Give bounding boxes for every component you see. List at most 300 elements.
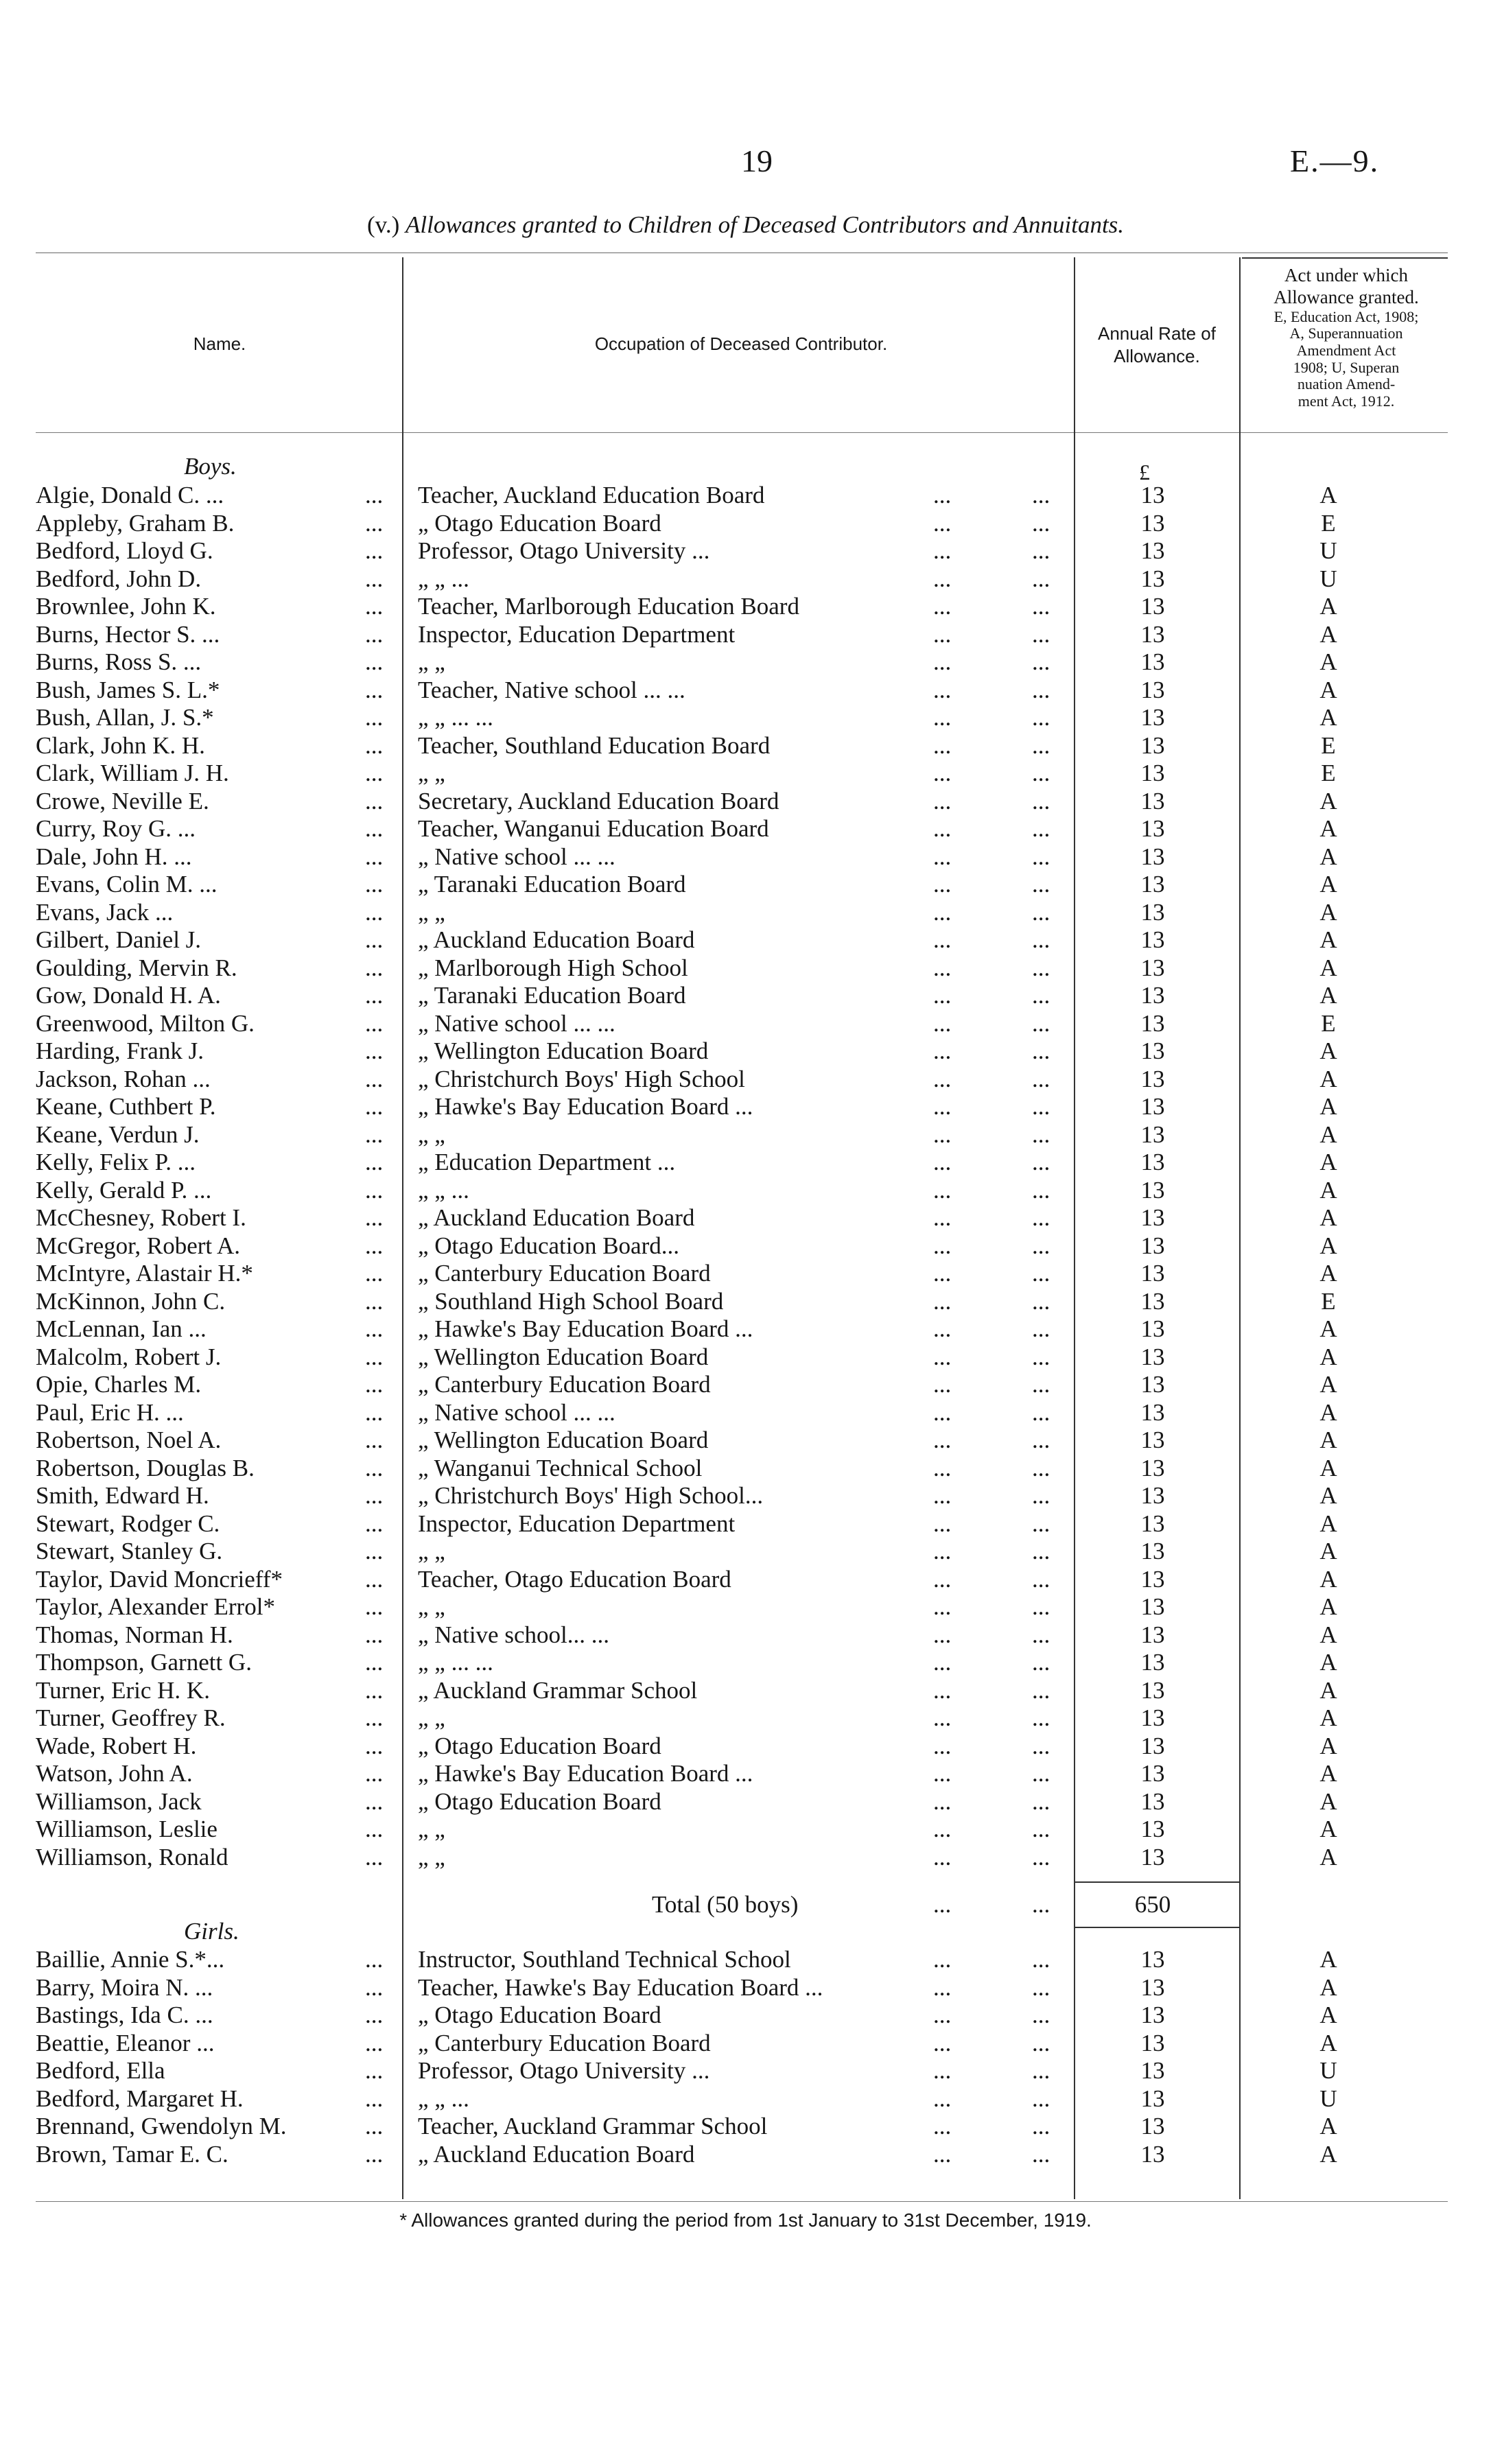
name-cell: Taylor, David Moncrieff* (36, 1565, 283, 1593)
occupation-cell: „ Wellington Education Board (418, 1343, 709, 1370)
name-cell: Bastings, Ida C. ... (36, 2002, 213, 2028)
name-cell: Williamson, Ronald (36, 1843, 228, 1870)
leader-dots: ... (1032, 1704, 1050, 1731)
leader-dots: ... (1032, 731, 1050, 759)
act-cell: A (1319, 815, 1337, 842)
table-row (0, 982, 1491, 1009)
leader-dots: ... (933, 1510, 952, 1537)
rate-cell: 13 (1140, 1816, 1165, 1842)
leader-dots: ... (1032, 1973, 1050, 2001)
act-cell: A (1319, 871, 1337, 897)
act-cell: A (1319, 2029, 1337, 2056)
occupation-cell: „ „ (418, 1816, 445, 1842)
occupation-cell: „ Canterbury Education Board (418, 1260, 711, 1287)
leader-dots: ... (1032, 2029, 1050, 2056)
leader-dots: ... (365, 926, 384, 953)
table-row (0, 2030, 1491, 2057)
occupation-cell: „ Otago Education Board (418, 1787, 661, 1815)
occupation-cell: „ „ (418, 898, 445, 926)
name-cell: Brownlee, John K. (36, 593, 216, 620)
section-label-girls: Girls. (184, 1918, 239, 1945)
leader-dots: ... (365, 2085, 384, 2112)
act-cell: A (1319, 1787, 1337, 1815)
header-bottom-rule (36, 432, 1448, 433)
act-header-top-rule (1242, 257, 1448, 259)
currency-symbol: £ (1139, 460, 1150, 484)
leader-dots: ... (933, 1538, 952, 1564)
table-row (0, 2002, 1491, 2029)
rate-cell: 13 (1140, 676, 1165, 703)
occupation-cell: „ „ (418, 1843, 445, 1870)
occupation-cell: „ „ (418, 1593, 445, 1620)
occupation-cell: Instructor, Southland Technical School (418, 1946, 791, 1973)
leader-dots: ... (1032, 787, 1050, 814)
leader-dots: ... (1032, 1287, 1050, 1315)
leader-dots: ... (365, 620, 384, 648)
leader-dots: ... (933, 1565, 952, 1593)
table-row (0, 2085, 1491, 2113)
total-top-rule (1074, 1881, 1240, 1883)
leader-dots: ... (1032, 1565, 1050, 1593)
table-row (0, 1593, 1491, 1621)
table-row (0, 732, 1491, 760)
name-cell: Bush, James S. L.* (36, 676, 220, 703)
leader-dots: ... (365, 1232, 384, 1259)
leader-dots: ... (1032, 871, 1050, 897)
leader-dots: ... (365, 1676, 384, 1704)
rate-cell: 13 (1140, 1232, 1165, 1259)
leader-dots: ... (933, 1176, 952, 1204)
table-row (0, 1482, 1491, 1510)
leader-dots: ... (933, 843, 952, 870)
total-label: Total (50 boys) (652, 1891, 799, 1918)
name-cell: Williamson, Leslie (36, 1816, 218, 1842)
table-row (0, 1816, 1491, 1843)
table-row (0, 1177, 1491, 1204)
rate-cell: 13 (1140, 704, 1165, 731)
name-cell: Bedford, John D. (36, 565, 202, 592)
occupation-cell: „ „ ... ... (418, 1649, 493, 1676)
name-cell: Watson, John A. (36, 1760, 193, 1787)
table-row (0, 621, 1491, 648)
rate-cell: 13 (1140, 843, 1165, 870)
leader-dots: ... (365, 954, 384, 981)
table-row (0, 954, 1491, 982)
leader-dots: ... (1032, 1732, 1050, 1759)
name-cell: Wade, Robert H. (36, 1732, 197, 1759)
leader-dots: ... (933, 1454, 952, 1481)
rate-cell: 13 (1140, 1649, 1165, 1676)
act-cell: A (1319, 1565, 1337, 1593)
name-cell: Brown, Tamar E. C. (36, 2140, 228, 2168)
table-row (0, 1232, 1491, 1260)
leader-dots: ... (1032, 760, 1050, 786)
table-row (0, 2113, 1491, 2140)
leader-dots: ... (933, 1676, 952, 1704)
table-row (0, 510, 1491, 537)
leader-dots: ... (1032, 1260, 1050, 1287)
name-cell: McGregor, Robert A. (36, 1232, 240, 1259)
name-cell: Crowe, Neville E. (36, 787, 209, 814)
leader-dots: ... (1032, 1649, 1050, 1676)
leader-dots: ... (1032, 2057, 1050, 2084)
occupation-cell: „ Wellington Education Board (418, 1037, 709, 1064)
rate-cell: 13 (1140, 1037, 1165, 1064)
rate-cell: 13 (1140, 954, 1165, 981)
act-cell: A (1319, 676, 1337, 703)
table-row (0, 648, 1491, 676)
name-cell: Robertson, Noel A. (36, 1427, 222, 1453)
leader-dots: ... (1032, 1343, 1050, 1370)
occupation-cell: „ „ ... (418, 1176, 469, 1204)
leader-dots: ... (1032, 815, 1050, 842)
leader-dots: ... (1032, 1176, 1050, 1204)
leader-dots: ... (1032, 1621, 1050, 1648)
act-cell: U (1319, 2085, 1337, 2112)
name-cell: Clark, John K. H. (36, 731, 205, 759)
rate-cell: 13 (1140, 760, 1165, 786)
rate-cell: 13 (1140, 1973, 1165, 2001)
table-row (0, 704, 1491, 731)
name-cell: Kelly, Gerald P. ... (36, 1176, 212, 1204)
table-row (0, 1121, 1491, 1149)
total-value: 650 (1134, 1891, 1171, 1918)
name-cell: McLennan, Ian ... (36, 1315, 207, 1342)
occupation-cell: „ Taranaki Education Board (418, 871, 686, 897)
occupation-cell: „ Native school... ... (418, 1621, 609, 1648)
total-bottom-rule (1074, 1927, 1240, 1928)
leader-dots: ... (1032, 537, 1050, 564)
name-cell: Clark, William J. H. (36, 760, 229, 786)
leader-dots: ... (365, 731, 384, 759)
leader-dots: ... (365, 1315, 384, 1342)
leader-dots: ... (1032, 843, 1050, 870)
rate-cell: 13 (1140, 898, 1165, 926)
leader-dots: ... (1032, 926, 1050, 953)
leader-dots: ... (365, 815, 384, 842)
rate-cell: 13 (1140, 1704, 1165, 1731)
leader-dots: ... (365, 482, 384, 508)
leader-dots: ... (1032, 1315, 1050, 1342)
leader-dots: ... (933, 1732, 952, 1759)
rate-cell: 13 (1140, 1760, 1165, 1787)
rate-cell: 13 (1140, 565, 1165, 592)
leader-dots: ... (1032, 1593, 1050, 1620)
table-row (0, 871, 1491, 898)
leader-dots: ... (365, 1009, 384, 1037)
header-act-line2: Allowance granted. (1273, 287, 1419, 308)
name-cell: Stewart, Stanley G. (36, 1538, 223, 1564)
occupation-cell: Teacher, Otago Education Board (418, 1565, 731, 1593)
occupation-cell: Inspector, Education Department (418, 1510, 736, 1537)
leader-dots: ... (1032, 1427, 1050, 1453)
table-row (0, 1288, 1491, 1315)
leader-dots: ... (365, 1343, 384, 1370)
act-cell: A (1319, 1704, 1337, 1731)
leader-dots: ... (365, 1621, 384, 1648)
occupation-cell: „ Otago Education Board (418, 1732, 661, 1759)
leader-dots: ... (365, 1176, 384, 1204)
occupation-cell: „ Auckland Education Board (418, 926, 695, 953)
table-row (0, 1037, 1491, 1065)
header-act-key2: A, Superannuation (1289, 325, 1403, 342)
leader-dots: ... (365, 1149, 384, 1175)
leader-dots: ... (933, 815, 952, 842)
leader-dots: ... (1032, 565, 1050, 592)
name-cell: Bush, Allan, J. S.* (36, 704, 214, 731)
header-act-key6: ment Act, 1912. (1298, 392, 1395, 410)
rate-cell: 13 (1140, 2140, 1165, 2168)
name-cell: Baillie, Annie S.*... (36, 1946, 225, 1973)
table-row (0, 1315, 1491, 1343)
leader-dots: ... (1032, 1482, 1050, 1509)
leader-dots: ... (933, 982, 952, 1009)
table-row (0, 2057, 1491, 2085)
leader-dots: ... (1032, 1510, 1050, 1537)
rate-cell: 13 (1140, 1204, 1165, 1231)
leader-dots: ... (933, 2113, 952, 2139)
leader-dots: ... (365, 1946, 384, 1973)
table-bottom-rule (36, 2201, 1448, 2202)
occupation-cell: „ „ (418, 1538, 445, 1564)
leader-dots: ... (933, 565, 952, 592)
table-row (0, 1260, 1491, 1287)
header-name: Name. (193, 333, 246, 354)
occupation-cell: „ Christchurch Boys' High School... (418, 1482, 764, 1509)
rate-cell: 13 (1140, 482, 1165, 508)
table-row (0, 926, 1491, 954)
name-cell: Robertson, Douglas B. (36, 1454, 255, 1481)
occupation-cell: „ „ ... ... (418, 704, 493, 731)
name-cell: Stewart, Rodger C. (36, 1510, 220, 1537)
table-row (0, 1455, 1491, 1482)
name-cell: Evans, Colin M. ... (36, 871, 218, 897)
table-row (0, 677, 1491, 704)
table-row (0, 1093, 1491, 1120)
name-cell: Greenwood, Milton G. (36, 1009, 255, 1037)
leader-dots: ... (933, 1816, 952, 1842)
rate-cell: 13 (1140, 1593, 1165, 1620)
title-text: Allowances granted to Children of Deceased Contributors and Annuitants. (406, 211, 1125, 238)
occupation-cell: „ „ (418, 1120, 445, 1148)
leader-dots: ... (365, 843, 384, 870)
leader-dots: ... (365, 1120, 384, 1148)
rate-cell: 13 (1140, 1538, 1165, 1564)
header-rate (1076, 322, 1238, 367)
act-cell: A (1319, 1093, 1337, 1120)
leader-dots: ... (933, 760, 952, 786)
leader-dots: ... (365, 2057, 384, 2084)
leader-dots: ... (933, 1204, 952, 1231)
rate-cell: 13 (1140, 1009, 1165, 1037)
rate-cell: 13 (1140, 2029, 1165, 2056)
act-cell: E (1321, 760, 1336, 786)
leader-dots: ... (1032, 1760, 1050, 1787)
table-row (0, 1974, 1491, 2002)
table-row (0, 1510, 1491, 1538)
leader-dots: ... (933, 1760, 952, 1787)
rate-cell: 13 (1140, 731, 1165, 759)
leader-dots: ... (933, 1787, 952, 1815)
name-cell: Thompson, Garnett G. (36, 1649, 252, 1676)
rate-cell: 13 (1140, 593, 1165, 620)
occupation-cell: Professor, Otago University ... (418, 2057, 710, 2084)
table-row (0, 1946, 1491, 1973)
act-cell: A (1319, 982, 1337, 1009)
occupation-cell: „ Otago Education Board (418, 509, 661, 537)
rate-cell: 13 (1140, 648, 1165, 675)
leader-dots: ... (365, 2029, 384, 2056)
table-row (0, 482, 1491, 509)
occupation-cell: „ Otago Education Board... (418, 1232, 680, 1259)
leader-dots: ... (933, 537, 952, 564)
leader-dots: ... (365, 537, 384, 564)
leader-dots: ... (1032, 704, 1050, 731)
act-cell: A (1319, 1120, 1337, 1148)
header-act-key1: E, Education Act, 1908; (1273, 307, 1419, 325)
occupation-cell: Teacher, Southland Education Board (418, 731, 771, 759)
leader-dots: ... (1032, 509, 1050, 537)
footnote: * Allowances granted during the period from 1st January to 31st December, 1919. (399, 2209, 1092, 2231)
occupation-cell: Professor, Otago University ... (418, 537, 710, 564)
name-cell: Curry, Roy G. ... (36, 815, 196, 842)
table-row (0, 1649, 1491, 1676)
leader-dots: ... (1032, 2002, 1050, 2028)
act-cell: A (1319, 1676, 1337, 1704)
leader-dots: ... (1032, 2085, 1050, 2112)
act-cell: A (1319, 1343, 1337, 1370)
leader-dots: ... (365, 1704, 384, 1731)
name-cell: Burns, Hector S. ... (36, 620, 220, 648)
act-cell: E (1321, 1287, 1336, 1315)
rate-cell: 13 (1140, 2113, 1165, 2139)
name-cell: Burns, Ross S. ... (36, 648, 202, 675)
leader-dots: ... (1032, 2113, 1050, 2139)
act-cell: U (1319, 565, 1337, 592)
rate-cell: 13 (1140, 926, 1165, 953)
rate-cell: 13 (1140, 1287, 1165, 1315)
table-row (0, 1621, 1491, 1649)
leader-dots: ... (365, 648, 384, 675)
header-rate-line1: Annual Rate of (1097, 323, 1216, 344)
leader-dots: ... (933, 2029, 952, 2056)
total-leader-dots: ... (1032, 1891, 1050, 1918)
act-cell: A (1319, 1510, 1337, 1537)
rate-cell: 13 (1140, 537, 1165, 564)
act-cell: E (1321, 731, 1336, 759)
occupation-cell: Teacher, Native school ... ... (418, 676, 685, 703)
name-cell: Turner, Geoffrey R. (36, 1704, 226, 1731)
leader-dots: ... (933, 1037, 952, 1064)
act-cell: A (1319, 593, 1337, 620)
leader-dots: ... (933, 1843, 952, 1870)
table-row (0, 1566, 1491, 1593)
leader-dots: ... (1032, 982, 1050, 1009)
name-cell: McChesney, Robert I. (36, 1204, 246, 1231)
leader-dots: ... (1032, 898, 1050, 926)
table-row (0, 1149, 1491, 1176)
leader-dots: ... (365, 1037, 384, 1064)
leader-dots: ... (365, 871, 384, 897)
leader-dots: ... (933, 482, 952, 508)
act-cell: A (1319, 1149, 1337, 1175)
leader-dots: ... (365, 1204, 384, 1231)
leader-dots: ... (365, 1482, 384, 1509)
name-cell: Kelly, Felix P. ... (36, 1149, 196, 1175)
occupation-cell: „ „ (418, 648, 445, 675)
name-cell: Keane, Cuthbert P. (36, 1093, 216, 1120)
rate-cell: 13 (1140, 1260, 1165, 1287)
leader-dots: ... (933, 731, 952, 759)
rate-cell: 13 (1140, 1732, 1165, 1759)
act-cell: A (1319, 1593, 1337, 1620)
rate-cell: 13 (1140, 620, 1165, 648)
rate-cell: 13 (1140, 1398, 1165, 1426)
table-row (0, 1399, 1491, 1427)
occupation-cell: „ Auckland Education Board (418, 1204, 695, 1231)
occupation-cell: Teacher, Wanganui Education Board (418, 815, 769, 842)
rate-cell: 13 (1140, 815, 1165, 842)
occupation-cell: „ „ ... (418, 2085, 469, 2112)
act-cell: A (1319, 2140, 1337, 2168)
rate-cell: 13 (1140, 1454, 1165, 1481)
leader-dots: ... (933, 1120, 952, 1148)
leader-dots: ... (365, 1732, 384, 1759)
leader-dots: ... (1032, 1816, 1050, 1842)
name-cell: Gow, Donald H. A. (36, 982, 221, 1009)
leader-dots: ... (1032, 1538, 1050, 1564)
act-cell: A (1319, 898, 1337, 926)
occupation-cell: „ Canterbury Education Board (418, 2029, 711, 2056)
total-leader-dots: ... (933, 1891, 952, 1918)
leader-dots: ... (365, 982, 384, 1009)
leader-dots: ... (933, 1427, 952, 1453)
leader-dots: ... (1032, 1843, 1050, 1870)
occupation-cell: „ Native school ... ... (418, 1398, 615, 1426)
leader-dots: ... (933, 1343, 952, 1370)
leader-dots: ... (1032, 482, 1050, 508)
act-cell: A (1319, 1649, 1337, 1676)
occupation-cell: Secretary, Auckland Education Board (418, 787, 779, 814)
leader-dots: ... (365, 898, 384, 926)
leader-dots: ... (1032, 1398, 1050, 1426)
occupation-cell: „ Canterbury Education Board (418, 1371, 711, 1398)
leader-dots: ... (1032, 2140, 1050, 2168)
name-cell: Malcolm, Robert J. (36, 1343, 222, 1370)
leader-dots: ... (365, 2002, 384, 2028)
leader-dots: ... (365, 1649, 384, 1676)
occupation-cell: „ Wellington Education Board (418, 1427, 709, 1453)
leader-dots: ... (365, 704, 384, 731)
rate-cell: 13 (1140, 1427, 1165, 1453)
name-cell: Appleby, Graham B. (36, 509, 235, 537)
leader-dots: ... (1032, 1093, 1050, 1120)
act-cell: A (1319, 1232, 1337, 1259)
leader-dots: ... (365, 787, 384, 814)
leader-dots: ... (933, 593, 952, 620)
leader-dots: ... (365, 1260, 384, 1287)
name-cell: Turner, Eric H. K. (36, 1676, 210, 1704)
rate-cell: 13 (1140, 1787, 1165, 1815)
act-cell: A (1319, 704, 1337, 731)
rate-cell: 13 (1140, 2085, 1165, 2112)
table-row (0, 1371, 1491, 1398)
name-cell: McKinnon, John C. (36, 1287, 226, 1315)
leader-dots: ... (933, 676, 952, 703)
occupation-cell: „ „ (418, 760, 445, 786)
leader-dots: ... (1032, 1371, 1050, 1398)
title-prefix: (v.) (366, 211, 406, 238)
